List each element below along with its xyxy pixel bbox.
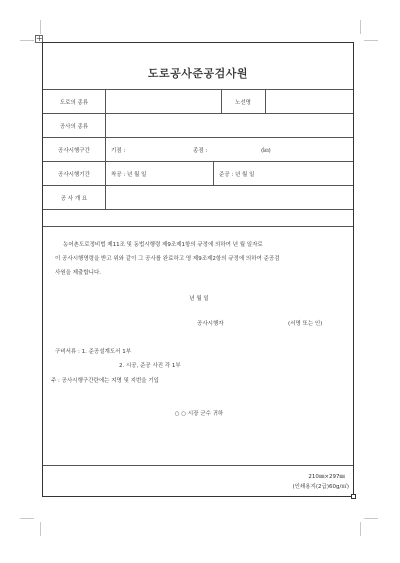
move-anchor-icon[interactable]: +: [36, 34, 43, 43]
period-end-field[interactable]: 준공 : 년 월 일: [219, 172, 255, 178]
road-type-label: 도로의 종류: [59, 100, 89, 106]
table-line: [43, 137, 353, 138]
summary-label: 공 사 개 요: [60, 196, 88, 202]
route-no-label: 노선명: [235, 100, 251, 106]
work-type-label: 공사의 종류: [59, 124, 89, 130]
crop-mark-bottom-left-v: [40, 522, 41, 536]
form-title: 도로공사준공검사원: [147, 67, 249, 80]
table-line: [43, 209, 353, 210]
section-start-field[interactable]: 기점 :: [111, 148, 126, 154]
route-no-field[interactable]: [267, 91, 351, 111]
declaration-line-1: 농어촌도로정비법 제11조 및 동법시행령 제9조제1항의 규정에 의하여 년 월 일자로: [63, 242, 263, 248]
road-type-field[interactable]: [107, 91, 219, 111]
applicant-label: 공사시행자: [197, 321, 224, 327]
declaration-line-3: 사원을 제출합니다.: [55, 270, 102, 276]
crop-mark-bottom-left-h: [20, 518, 34, 519]
inspection-form: [42, 42, 354, 497]
table-line: [43, 113, 353, 114]
crop-mark-top-left-v: [40, 20, 41, 34]
signature-note: (서명 또는 인): [288, 321, 323, 327]
resize-handle-icon[interactable]: [351, 494, 356, 499]
attachments-line-1: 구비서류 : 1. 준공설계도서 1부: [55, 349, 132, 355]
crop-mark-bottom-right-h: [364, 518, 378, 519]
addressee: ○ ○ 시장 군수 귀하: [174, 411, 224, 417]
attachments-line-2: 2. 시공, 준공 사진 각 1부: [119, 363, 181, 369]
table-line: [43, 89, 353, 90]
section-unit: (㎞): [261, 148, 271, 154]
crop-mark-top-right-v: [360, 20, 361, 34]
paper-spec: (인쇄용지(2급)60g/㎡): [292, 484, 349, 490]
label-column-divider: [105, 89, 106, 209]
table-line: [43, 161, 353, 162]
crop-mark-top-right-h: [364, 40, 378, 41]
table-line: [43, 226, 353, 227]
route-divider-right: [265, 89, 266, 113]
work-type-field[interactable]: [107, 115, 351, 135]
period-divider: [213, 161, 214, 185]
attachments-note: 주 : 공사시행구간란에는 지명 및 지번을 기입: [51, 378, 159, 384]
section-end-field[interactable]: 종점 :: [193, 148, 208, 154]
crop-mark-top-left-h: [20, 40, 34, 41]
section-label: 공사시행구간: [58, 148, 90, 154]
declaration-line-2: 이 공사시행명령을 받고 위와 같이 그 공사를 완료하고 영 제9조제2항의 규정에 의하여 준공검: [55, 256, 280, 262]
paper-size: 210㎜×297㎜: [308, 474, 345, 480]
submission-date[interactable]: 년 월 일: [189, 296, 209, 302]
footer-line: [43, 465, 353, 466]
table-line: [43, 185, 353, 186]
period-start-field[interactable]: 착공 : 년 월 일: [111, 172, 147, 178]
crop-mark-bottom-right-v: [360, 522, 361, 536]
period-label: 공사시행기간: [58, 172, 90, 178]
summary-field[interactable]: [107, 187, 351, 207]
